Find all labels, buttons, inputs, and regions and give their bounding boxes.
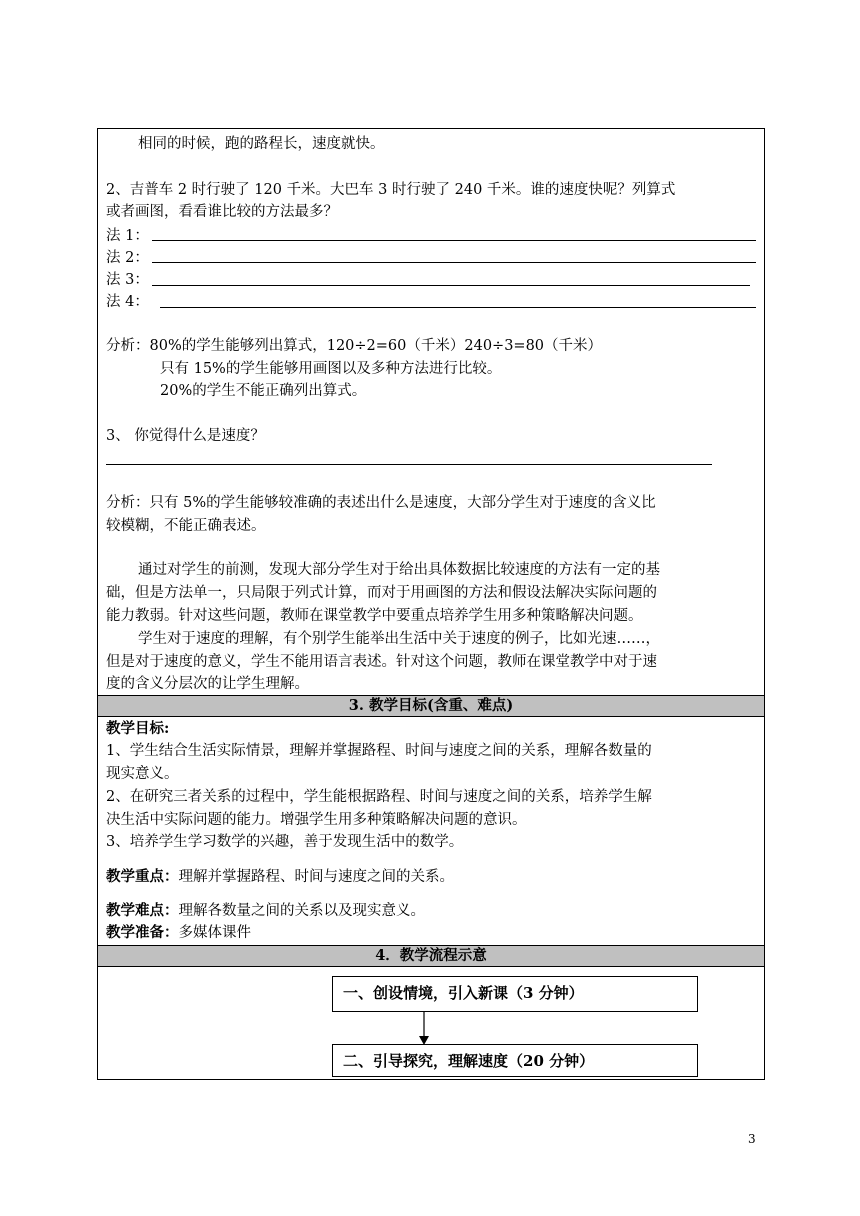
difficulty-text: 理解各数量之间的关系以及现实意义。	[178, 903, 425, 919]
teaching-goals-label: 教学目标:	[106, 720, 170, 737]
difficulty-row	[106, 900, 425, 922]
analysis-1-line-3: 20%的学生不能正确列出算式。	[160, 383, 367, 399]
analysis-1-line-2: 只有 15%的学生能够用画图以及多种方法进行比较。	[160, 361, 502, 377]
goal-2-line-1: 2、在研究三者关系的过程中，学生能根据路程、时间与速度之间的关系，培养学生解	[106, 789, 652, 805]
section-3-header: 3. 教学目标(含重、难点)	[98, 695, 764, 717]
goal-3: 3、培养学生学习数学的兴趣，善于发现生活中的数学。	[106, 834, 464, 850]
difficulty-label: 教学难点：	[106, 902, 179, 919]
method-2-label: 法 2：	[106, 250, 149, 266]
analysis-2-line-1: 分析：只有 5%的学生能够较准确的表述出什么是速度，大部分学生对于速度的含义比	[106, 495, 656, 511]
flow-step-2-box: 二、引导探究，理解速度（20 分钟）	[332, 1044, 698, 1077]
goal-2-line-2: 决生活中实际问题的能力。增强学生用多种策略解决问题的意识。	[106, 812, 527, 828]
summary-para-1-line-1: 通过对学生的前测，发现大部分学生对于给出具体数据比较速度的方法有一定的基	[138, 562, 660, 578]
summary-para-2-line-3: 度的含义分层次的让学生理解。	[106, 676, 309, 692]
section-4-header: 4．教学流程示意	[98, 945, 764, 967]
preparation-label: 教学准备：	[106, 924, 179, 941]
goal-1-line-1: 1、学生结合生活实际情景，理解并掌握路程、时间与速度之间的关系，理解各数量的	[106, 743, 652, 759]
method-4-label: 法 4：	[106, 294, 149, 310]
method-4-blank-line	[160, 307, 756, 308]
preparation-text: 多媒体课件	[178, 925, 251, 941]
method-1-label: 法 1：	[106, 228, 149, 244]
key-point-text: 理解并掌握路程、时间与速度之间的关系。	[178, 869, 454, 885]
method-1-blank-line	[152, 240, 756, 241]
question-3: 3、 你觉得什么是速度？	[106, 428, 265, 444]
flow-step-1-box: 一、创设情境，引入新课（3 分钟）	[332, 976, 698, 1012]
summary-para-1-line-2: 础，但是方法单一，只局限于列式计算，而对于用画图的方法和假设法解决实际问题的	[106, 585, 657, 601]
key-point-label: 教学重点：	[106, 868, 179, 885]
preparation-row	[106, 922, 251, 944]
goal-1-line-2: 现实意义。	[106, 766, 179, 782]
summary-para-1-line-3: 能力教弱。针对这些问题，教师在课堂教学中要重点培养学生用多种策略解决问题。	[106, 608, 643, 624]
method-3-blank-line	[152, 285, 750, 286]
analysis-2-line-2: 较模糊，不能正确表述。	[106, 518, 266, 534]
method-2-blank-line	[152, 262, 756, 263]
summary-para-2-line-2: 但是对于速度的意义，学生不能用语言表述。针对这个问题，教师在课堂教学中对于速	[106, 654, 657, 670]
question-3-blank-line	[106, 464, 712, 465]
lesson-plan-table	[97, 128, 765, 1080]
summary-para-2-line-1: 学生对于速度的理解，有个别学生能举出生活中关于速度的例子，比如光速……，	[138, 631, 660, 647]
flow-arrow-down	[414, 1012, 434, 1046]
page-number: 3	[748, 1132, 756, 1146]
question-2-line-1: 2、吉普车 2 时行驶了 120 千米。大巴车 3 时行驶了 240 千米。谁的速度快呢？列算式	[106, 182, 676, 198]
key-point-row	[106, 866, 454, 888]
analysis-1-line-1: 分析：80%的学生能够列出算式，120÷2=60（千米）240÷3=80（千米）	[106, 338, 603, 354]
question-2-line-2: 或者画图，看看谁比较的方法最多？	[106, 204, 338, 220]
intro-line: 相同的时候，跑的路程长，速度就快。	[138, 136, 385, 152]
method-3-label: 法 3：	[106, 272, 149, 288]
